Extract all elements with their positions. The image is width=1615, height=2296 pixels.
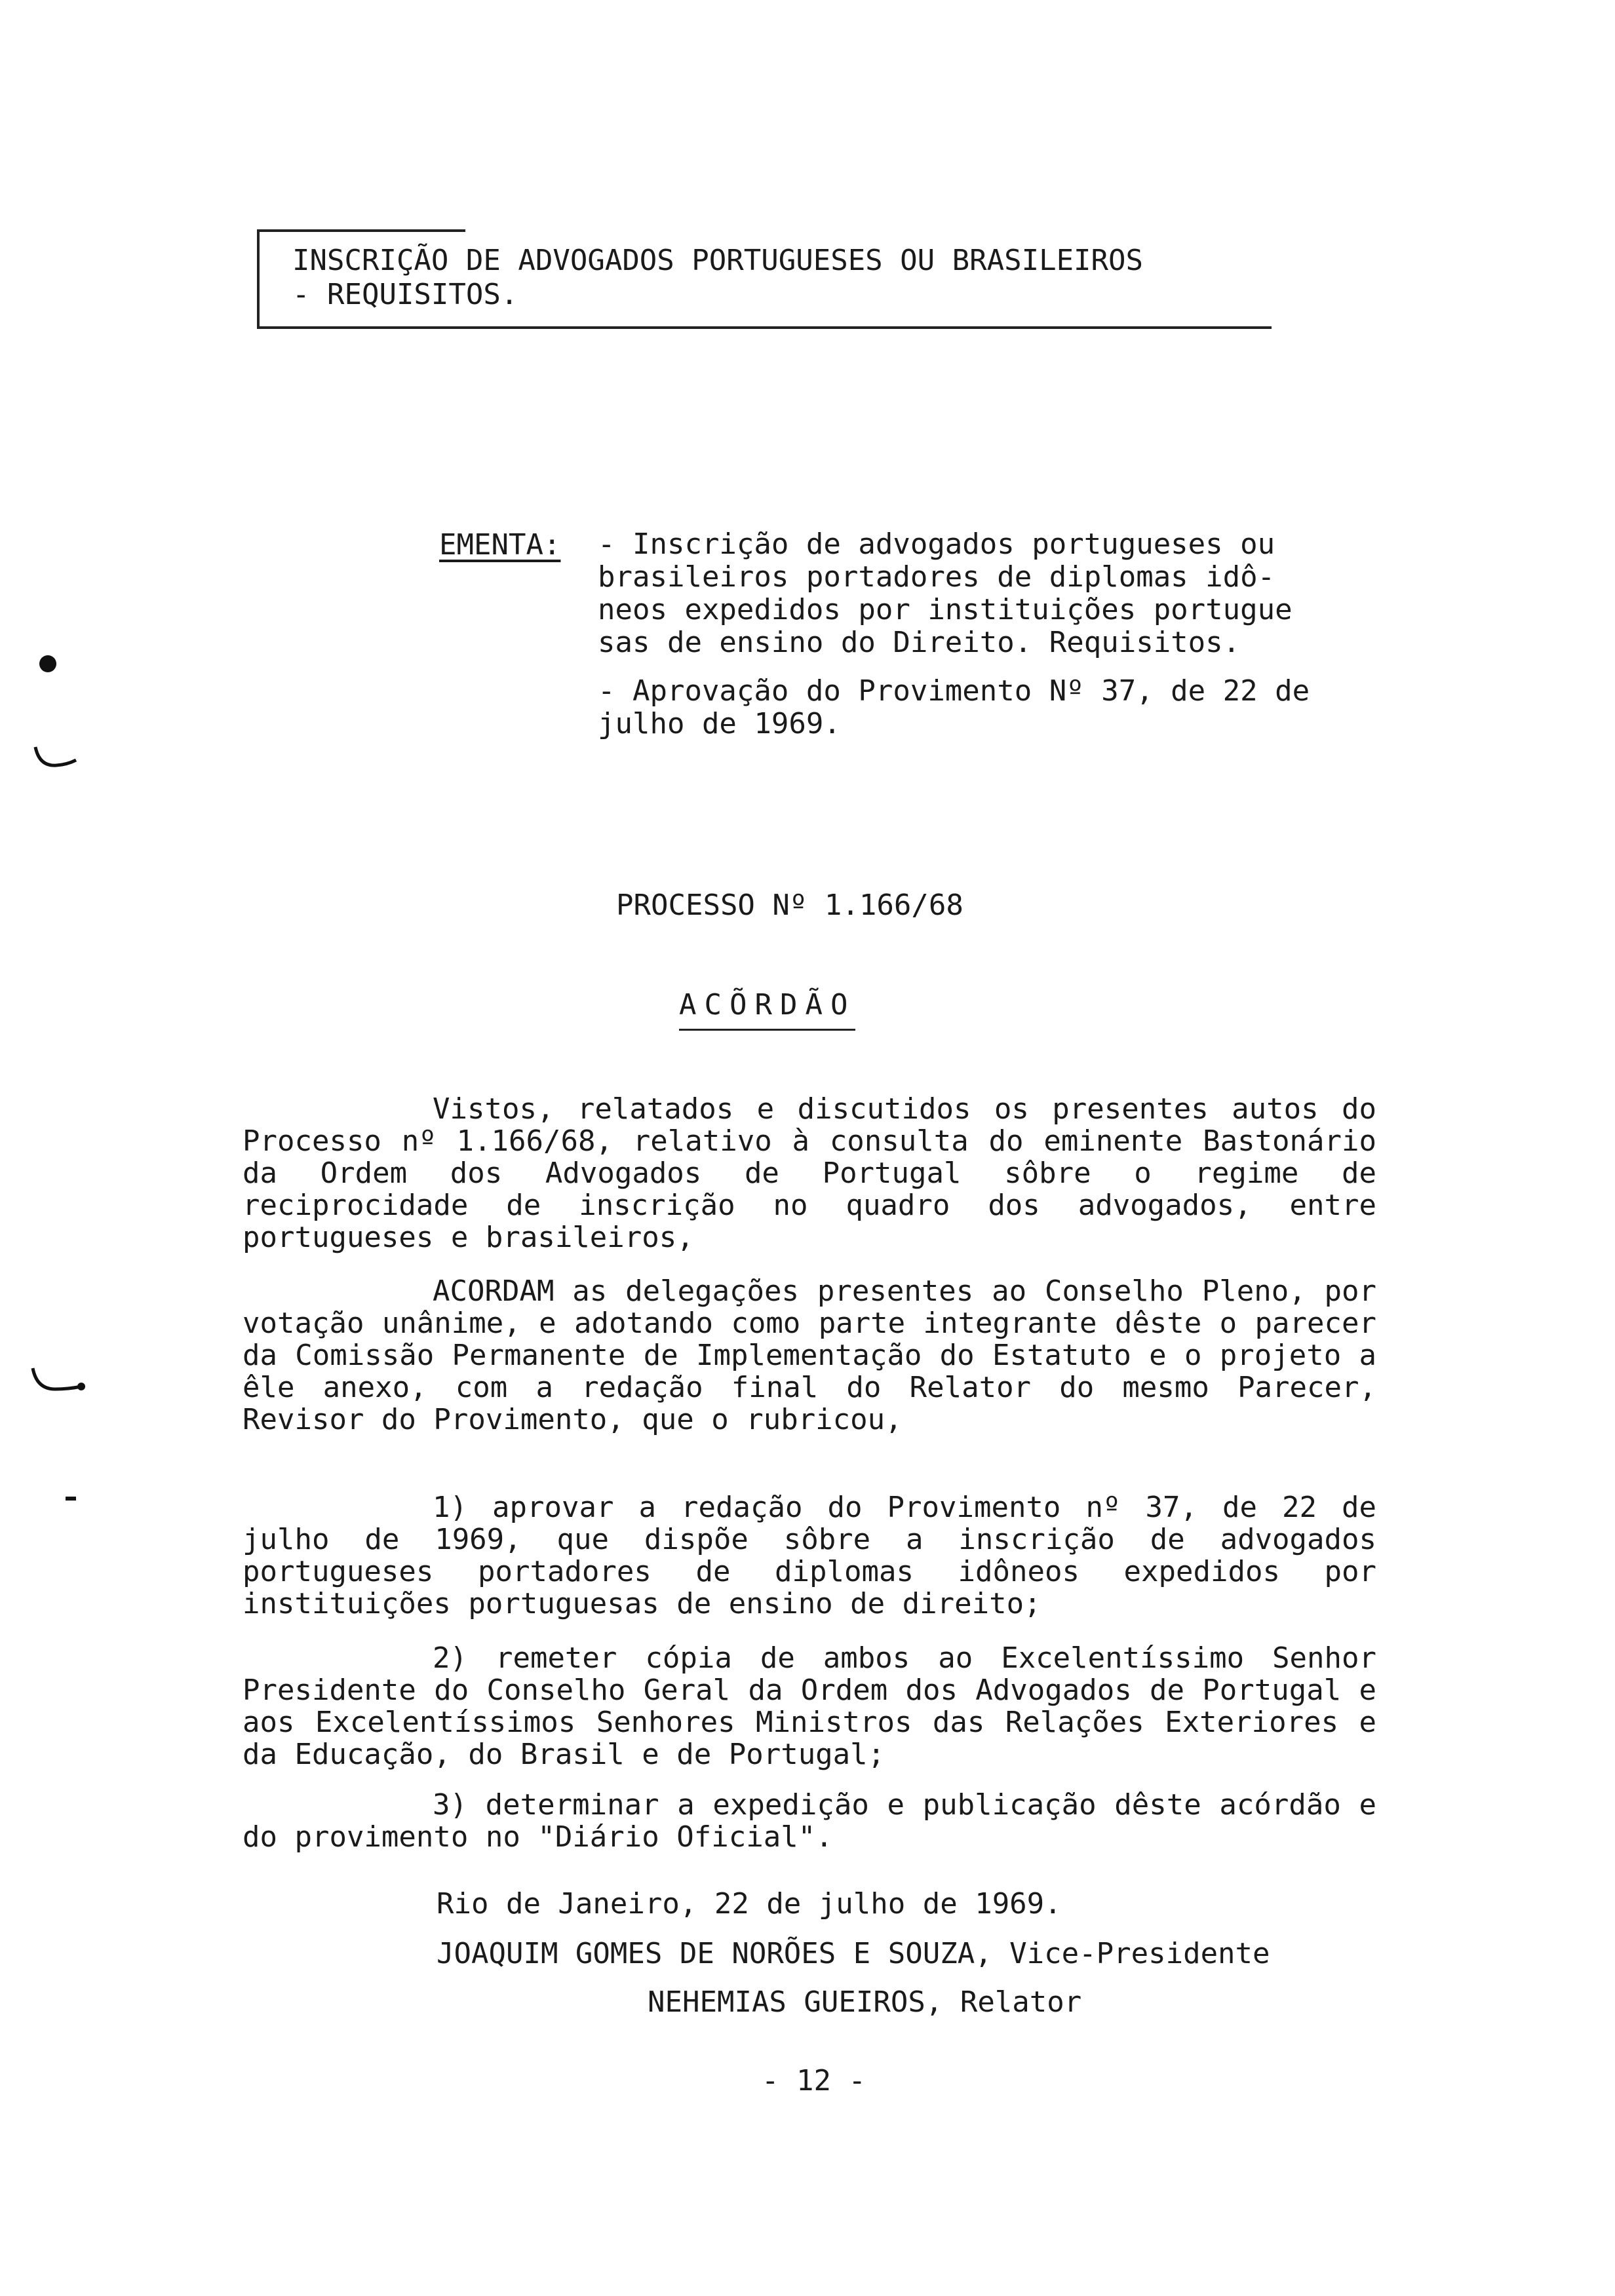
title-line-2: - REQUISITOS.	[292, 278, 518, 311]
title-box-bottom-border	[257, 326, 1272, 329]
ementa-item-2: - Aprovação do Provimento Nº 37, de 22 de julho de 1969.	[598, 674, 1310, 740]
title-box-left-border	[257, 229, 260, 328]
title-box-top-border	[257, 229, 465, 232]
punch-hole-mark	[39, 655, 56, 672]
ementa-item-1: - Inscrição de advogados portugueses ou brasileiros portadores de diplomas idô- neos expedidos por instituições portugue sas de ensino do Direito. Requisitos.	[598, 527, 1293, 659]
margin-dash-mark	[66, 1497, 76, 1501]
processo-number: PROCESSO Nº 1.166/68	[616, 889, 963, 922]
page-number: - 12 -	[762, 2064, 866, 2097]
title-line-1: INSCRIÇÃO DE ADVOGADOS PORTUGUESES OU BRASILEIROS	[292, 244, 1144, 277]
paragraph-vistos: Vistos, relatados e discutidos os presentes autos do Processo nº 1.166/68, relativo à consulta do eminente Bastonário da Ordem dos Advogados de Portugal sôbre o regime de reciprocidade de inscrição no quadro dos advogados, entre portugueses e brasileiros,	[243, 1092, 1376, 1254]
acordao-heading: ACÕRDÃO	[679, 988, 855, 1031]
place-date: Rio de Janeiro, 22 de julho de 1969.	[437, 1887, 1062, 1921]
signature-relator: NEHEMIAS GUEIROS, Relator	[648, 1985, 1082, 2019]
paragraph-item-3: 3) determinar a expedição e publicação dêste acórdão e do provimento no "Diário Oficial".	[243, 1788, 1376, 1854]
paragraph-item-1: 1) aprovar a redação do Provimento nº 37, de 22 de julho de 1969, que dispõe sôbre a inscrição de advogados portugueses portadores de diplomas idôneos expedidos por instituições portuguesas de ensino de direito;	[243, 1491, 1376, 1620]
document-title	[292, 244, 1143, 312]
binding-curve-mark-2	[26, 1363, 92, 1415]
signature-vice-president: JOAQUIM GOMES DE NORÕES E SOUZA, Vice-Presidente	[437, 1937, 1270, 1970]
ementa-label: EMENTA:	[439, 528, 561, 562]
title-box	[257, 229, 1272, 328]
paragraph-item-2: 2) remeter cópia de ambos ao Excelentíssimo Senhor Presidente do Conselho Geral da Ordem dos Advogados de Portugal e aos Excelentíssimos Senhores Ministros das Relações Exteriores e da Educação, do Brasil e de Portugal;	[243, 1641, 1376, 1771]
paragraph-acordam: ACORDAM as delegações presentes ao Conselho Pleno, por votação unânime, e adotando como parte integrante dêste o parecer da Comissão Permanente de Implementação do Estatuto e o projeto a êle anexo, com a redação final do Relator do mesmo Parecer, Revisor do Provimento, que o rubricou,	[243, 1274, 1376, 1436]
binding-curve-mark-1	[30, 740, 83, 793]
